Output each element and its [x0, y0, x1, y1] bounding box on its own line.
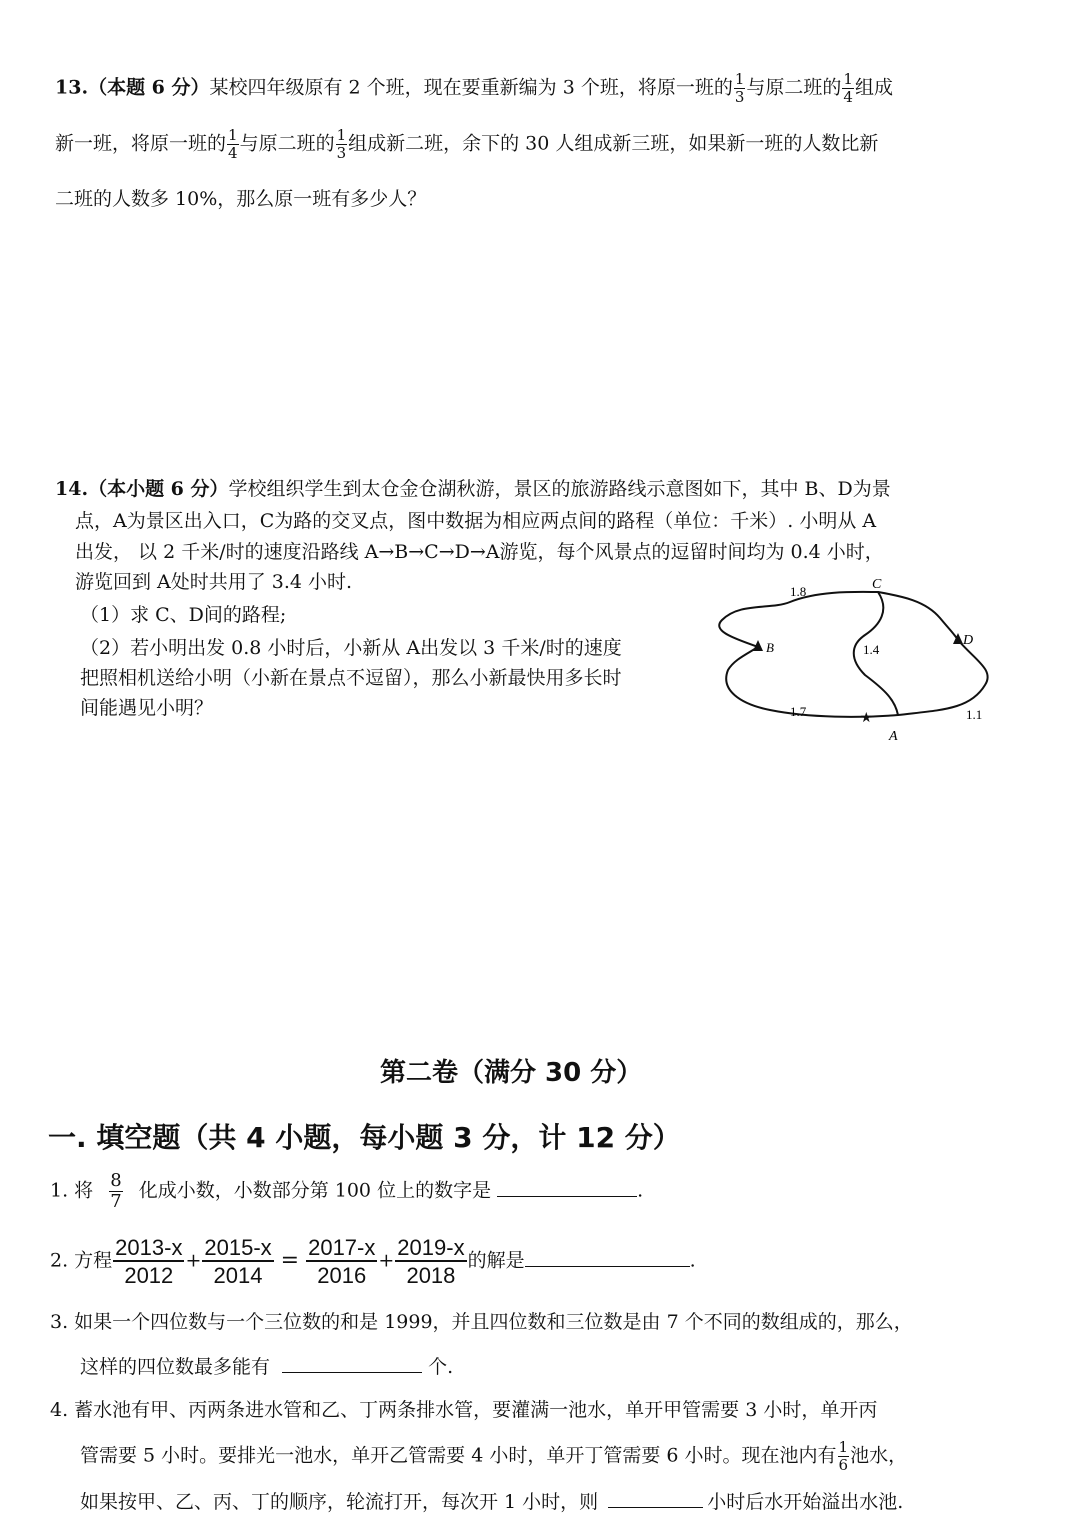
label-b: B	[766, 640, 774, 655]
q14-line2: 点，A为景区出入口，C为路的交叉点，图中数据为相应两点间的路程（单位：千米）. 小明从 A	[75, 510, 877, 532]
q13-score-tag: （本题 6 分）	[88, 76, 210, 99]
path-a-to-b	[726, 647, 898, 717]
equation-fraction: $\frac{2017-x}{2016}$	[308, 1235, 376, 1289]
answer-blank-q1[interactable]	[497, 1196, 637, 1197]
fill-q4-line2: 管需要 5 小时。要排光一池水，单开乙管需要 4 小时，单开丁管需要 6 小时。现在池内有 $\frac{1}{6}$ 池水，	[80, 1438, 908, 1474]
fraction: $\frac{1}{3}$	[336, 126, 347, 162]
fill-q1: 1. 将 $\frac{8}{7}$ 化成小数，小数部分第 100 位上的数字是 .	[50, 1170, 644, 1212]
label-d: D	[963, 633, 974, 648]
q14-line3: 出发， 以 2 千米/时的速度沿路线 A→B→C→D→A游览，每个风景点的逗留时间均为 0.4 小时，	[75, 541, 884, 563]
route-map	[700, 570, 1010, 750]
equation-fraction: $\frac{2013-x}{2012}$	[115, 1235, 183, 1289]
part2-title: 第二卷（满分 30 分）	[380, 1058, 643, 1088]
fill-q4-line3: 如果按甲、乙、丙、丁的顺序，轮流打开，每次开 1 小时，则 小时后水开始溢出水池.	[80, 1491, 904, 1513]
q13-line1: 13.（本题 6 分）某校四年级原有 2 个班，现在要重新编为 3 个班，将原一班的 $\frac{1}{3}$ 与原二班的 $\frac{1}{4}$ 组成	[55, 70, 893, 106]
label-c: C	[872, 577, 882, 592]
fraction: $\frac{1}{6}$	[838, 1438, 849, 1474]
q14-line1: 14.（本小题 6 分）学校组织学生到太仓金仓湖秋游，景区的旅游路线示意图如下，其中 B、D为景	[55, 478, 891, 500]
q14-part1: （1）求 C、D间的路程;	[80, 604, 287, 626]
distance-da: 1.1	[966, 707, 983, 722]
path-d-to-a	[898, 640, 988, 715]
fill-q3-line1: 3. 如果一个四位数与一个三位数的和是 1999，并且四位数和三位数是由 7 个不同的数组成的，那么，	[50, 1311, 913, 1333]
fill-q2: 2. 方程 $\frac{2013-x}{2012}$ + $\frac{2015-x}{2014}$ = $\frac{2017-x}{2016}$ + $\frac{2019-x}{2018}$ 的解是 .	[50, 1235, 696, 1289]
equation-fraction: $\frac{2019-x}{2018}$	[397, 1235, 465, 1289]
q14-part2-line1: （2）若小明出发 0.8 小时后，小新从 A出发以 3 千米/时的速度	[80, 637, 622, 659]
q13-number: 13.	[55, 76, 89, 99]
answer-blank-q3[interactable]	[282, 1372, 422, 1373]
fill-q4-line1: 4. 蓄水池有甲、丙两条进水管和乙、丁两条排水管，要灌满一池水，单开甲管需要 3 小时，单开丙	[50, 1399, 878, 1421]
q14-line4: 游览回到 A处时共用了 3.4 小时.	[75, 571, 353, 593]
q14-part2-line2: 把照相机送给小明（小新在景点不逗留），那么小新最快用多长时	[80, 667, 622, 689]
answer-blank-q2[interactable]	[525, 1266, 690, 1267]
path-b-to-c	[719, 592, 878, 647]
distance-bc: 1.8	[790, 584, 807, 599]
fraction: $\frac{1}{3}$	[734, 70, 745, 106]
label-a: A	[889, 729, 898, 744]
entrance-a-marker: ★	[860, 711, 873, 726]
answer-blank-q4[interactable]	[608, 1507, 703, 1508]
distance-ab: 1.7	[790, 704, 807, 719]
fraction: $\frac{1}{4}$	[843, 70, 853, 106]
q14-part2-line3: 间能遇见小明？	[80, 697, 214, 719]
distance-ac: 1.4	[863, 642, 880, 657]
path-c-to-d	[878, 592, 958, 640]
fraction: $\frac{8}{7}$	[110, 1170, 122, 1212]
q14-number: 14.	[55, 478, 89, 500]
section-heading: 一. 填空题（共 4 小题，每小题 3 分，计 12 分）	[48, 1121, 681, 1154]
equation-fraction: $\frac{2015-x}{2014}$	[204, 1235, 272, 1289]
q13-line3: 二班的人数多 10%，那么原一班有多少人？	[55, 188, 427, 210]
q13-line2: 新一班，将原一班的 $\frac{1}{4}$ 与原二班的 $\frac{1}{3}$ 组成新二班，余下的 30 人组成新三班，如果新一班的人数比新	[55, 126, 879, 162]
fraction: $\frac{1}{4}$	[228, 126, 238, 162]
q14-score-tag: （本小题 6 分）	[88, 478, 229, 500]
fill-q3-line2: 这样的四位数最多能有 个.	[80, 1356, 454, 1378]
